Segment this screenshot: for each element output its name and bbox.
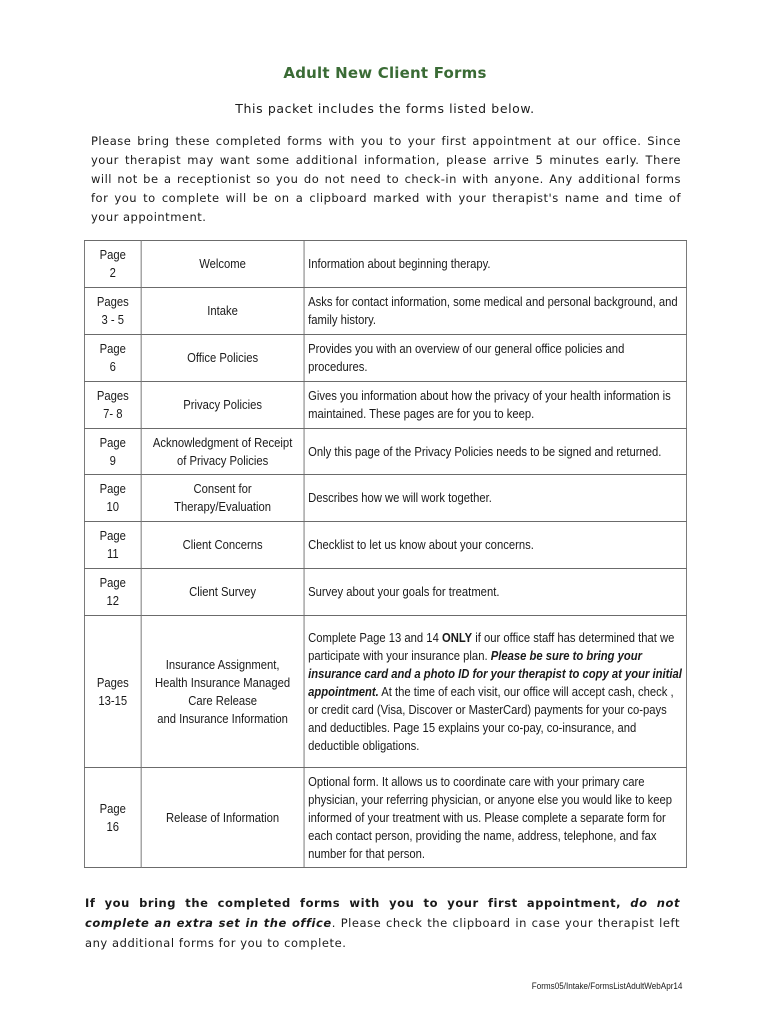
form-name-cell: Client Survey <box>141 569 304 616</box>
form-name-cell: Intake <box>141 288 304 335</box>
page-cell: Page 11 <box>84 522 141 569</box>
page-cell: Page 6 <box>84 335 141 382</box>
document-code: Forms05/Intake/FormsListAdultWebApr14 <box>531 981 682 991</box>
table-row <box>84 522 686 569</box>
form-name-cell: Consent for Therapy/Evaluation <box>141 475 304 522</box>
form-description-cell: Only this page of the Privacy Policies needs to be signed and returned. <box>304 429 687 475</box>
table-row <box>84 429 686 475</box>
form-description-cell: Gives you information about how the privacy of your health information is maintained. These pages are for you to keep. <box>304 382 687 429</box>
form-description-cell: Describes how we will work together. <box>304 475 687 522</box>
form-name-cell: Insurance Assignment, Health Insurance Managed Care Release and Insurance Information <box>141 616 304 768</box>
page-cell: Page 12 <box>84 569 141 616</box>
form-description-cell: Checklist to let us know about your concerns. <box>304 522 687 569</box>
table-row <box>84 616 686 768</box>
table-row <box>84 382 686 429</box>
form-name-cell: Welcome <box>141 241 304 288</box>
footer-note: If you bring the completed forms with you to your first appointment, do not complete an extra set in the office. Please check the clipboard in case your therapist left any additional forms for you to complete. <box>85 896 681 950</box>
table-row <box>84 475 686 522</box>
page-cell: Pages 7- 8 <box>84 382 141 429</box>
page-cell: Pages 13-15 <box>84 616 141 768</box>
table-row <box>84 335 686 382</box>
page-title: Adult New Client Forms <box>283 64 487 82</box>
form-name-cell: Release of Information <box>141 768 304 868</box>
form-description-cell: Optional form. It allows us to coordinate care with your primary care physician, your referring physician, or anyone else you would like to keep informed of your treatment with us. Please complete a separate form for each contact person, providing the name, address, telephone, and fax number for that person. <box>304 768 687 868</box>
emphasis-only: ONLY <box>441 630 473 645</box>
page-subtitle: This packet includes the forms listed below. <box>235 101 535 116</box>
page-cell: Page 9 <box>84 429 141 475</box>
form-description-cell: Complete Page 13 and 14 ONLY if our office staff has determined that we participate with your insurance plan. Please be sure to bring your insurance card and a photo ID for your therapist to copy at your initial appointment. At the time of each visit, our office will accept cash, check , or credit card (Visa, Discover or MasterCard) payments for your co-pays and deductibles. Page 15 explains your co-pay, co-insurance, and deductible obligations. <box>304 616 687 768</box>
form-description-cell: Asks for contact information, some medical and personal background, and family history. <box>304 288 687 335</box>
table-row <box>84 241 686 288</box>
form-name-cell: Acknowledgment of Receipt of Privacy Policies <box>141 429 304 475</box>
page-cell: Page 2 <box>84 241 141 288</box>
form-name-cell: Privacy Policies <box>141 382 304 429</box>
page-cell: Page 16 <box>84 768 141 868</box>
emphasis-insurance-card: Please be sure to bring your insurance card and a photo ID for your therapist to copy at your initial appointment. <box>308 648 682 699</box>
intro-paragraph: Please bring these completed forms with you to your first appointment at our office. Since your therapist may want some additional information, please arrive 5 minutes early. There will not be a receptionist so you do not need to check-in with anyone. Any additional forms for you to complete will be on a clipboard marked with your therapist's name and time of your appointment. <box>91 134 681 224</box>
table-row <box>84 288 686 335</box>
page-cell: Page 10 <box>84 475 141 522</box>
form-name-cell: Office Policies <box>141 335 304 382</box>
table-row <box>84 569 686 616</box>
form-description-cell: Information about beginning therapy. <box>304 241 687 288</box>
form-description-cell: Provides you with an overview of our general office policies and procedures. <box>304 335 687 382</box>
forms-table <box>84 240 687 868</box>
page-cell: Pages 3 - 5 <box>84 288 141 335</box>
form-description-cell: Survey about your goals for treatment. <box>304 569 687 616</box>
form-name-cell: Client Concerns <box>141 522 304 569</box>
table-row <box>84 768 686 868</box>
